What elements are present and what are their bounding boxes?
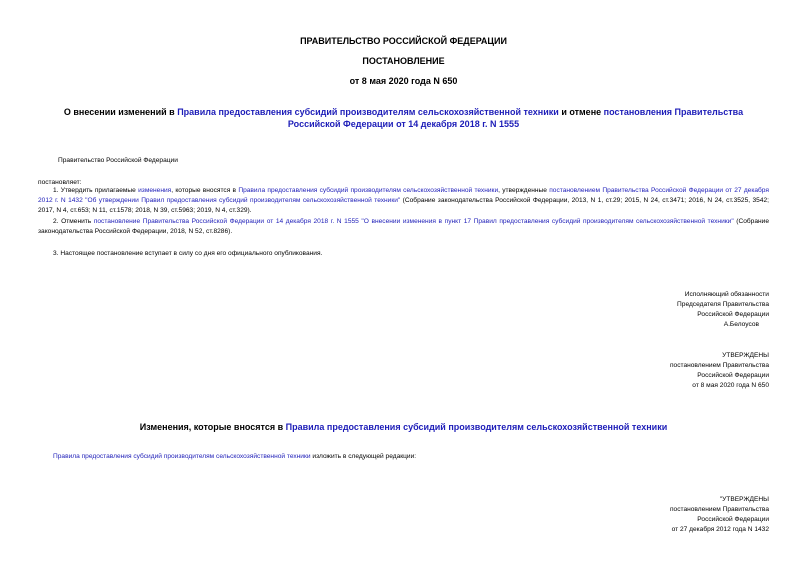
- doc-date-number: от 8 мая 2020 года N 650: [349, 76, 458, 86]
- signature-line-1: Исполняющий обязанности: [684, 291, 769, 298]
- item-1: [38, 186, 769, 216]
- document-title: [0, 106, 807, 130]
- item-1-text-2: , которые вносятся в: [171, 187, 239, 194]
- approved-1-line-4: от 8 мая 2020 года N 650: [692, 382, 769, 389]
- changes-body-link-rules[interactable]: Правила предоставления субсидий производителям сельскохозяйственной техники: [53, 453, 311, 460]
- item-1-text-4: (Собрание законодательства Российской Федерации, 2013, N 1, ст.29; 2015, N 24, ст.3471; 2016, N 24, ст.3525, 3542; 2017, N 4, ст.653; N 11, ст.1578; 2018, N 39, ст.5963; 2019, N 4, ст.329).: [38, 197, 769, 214]
- changes-body-text: изложить в следующей редакции:: [310, 453, 417, 460]
- approved-2-line-1: "УТВЕРЖДЕНЫ: [719, 496, 769, 503]
- approved-block-1: [670, 351, 769, 391]
- org-name: ПРАВИТЕЛЬСТВО РОССИЙСКОЙ ФЕДЕРАЦИИ: [300, 36, 507, 46]
- government-label: Правительство Российской Федерации: [58, 157, 178, 164]
- item-2-link-resolution-1555[interactable]: постановление Правительства Российской Федерации от 14 декабря 2018 г. N 1555 "О внесении изменения в пункт 17 Правил предоставления субсидий производителям сельскохозяйственной техники": [93, 218, 734, 225]
- item-1-text-3: , утвержденные: [498, 187, 550, 194]
- item-1-text: 1. Утвердить прилагаемые: [53, 187, 139, 194]
- approved-1-line-1: УТВЕРЖДЕНЫ: [722, 352, 769, 359]
- title-link-rules[interactable]: Правила предоставления субсидий производителям сельскохозяйственной техники: [177, 107, 559, 117]
- decides-label: постановляет:: [38, 179, 82, 186]
- approved-2-line-3: Российской Федерации: [697, 516, 769, 523]
- signature-line-3: Российской Федерации: [697, 311, 769, 318]
- title-text: О внесении изменений в: [63, 107, 178, 117]
- approved-2-line-2: постановлением Правительства: [669, 506, 769, 513]
- changes-title-text: Изменения, которые вносятся в: [139, 422, 286, 432]
- doc-type: ПОСТАНОВЛЕНИЕ: [362, 56, 445, 66]
- approved-2-line-4: от 27 декабря 2012 года N 1432: [671, 526, 769, 533]
- title-link-resolution[interactable]: постановления Правительства Российской Федерации от 14 декабря 2018 г. N 1555: [287, 107, 744, 129]
- approved-1-line-2: постановлением Правительства: [669, 362, 769, 369]
- signature-block: [677, 290, 769, 330]
- item-2-text-2: (Собрание законодательства Российской Федерации, 2018, N 52, ст.8286).: [38, 218, 769, 235]
- approved-block-2: [670, 495, 769, 535]
- changes-title-link-rules[interactable]: Правила предоставления субсидий производителям сельскохозяйственной техники: [285, 422, 668, 432]
- changes-body: [53, 452, 416, 462]
- item-2: [38, 217, 769, 237]
- item-1-link-rules[interactable]: Правила предоставления субсидий производителям сельскохозяйственной техники: [238, 187, 499, 194]
- item-1-link-changes[interactable]: изменения: [138, 187, 172, 194]
- approved-1-line-3: Российской Федерации: [697, 372, 769, 379]
- item-1-link-resolution-1432[interactable]: постановлением Правительства Российской Федерации от 27 декабря 2012 г. N 1432 "Об утверждении Правил предоставления субсидий производителям сельскохозяйственной техники": [38, 187, 769, 204]
- signature-line-2: Председателя Правительства: [677, 301, 769, 308]
- item-2-text: 2. Отменить: [53, 218, 94, 225]
- changes-title: [0, 422, 807, 432]
- title-text-2: и отмене: [558, 107, 604, 117]
- signature-line-4: А.Белоусов: [723, 321, 759, 328]
- item-3: 3. Настоящее постановление вступает в силу со дня его официального опубликования.: [53, 250, 323, 257]
